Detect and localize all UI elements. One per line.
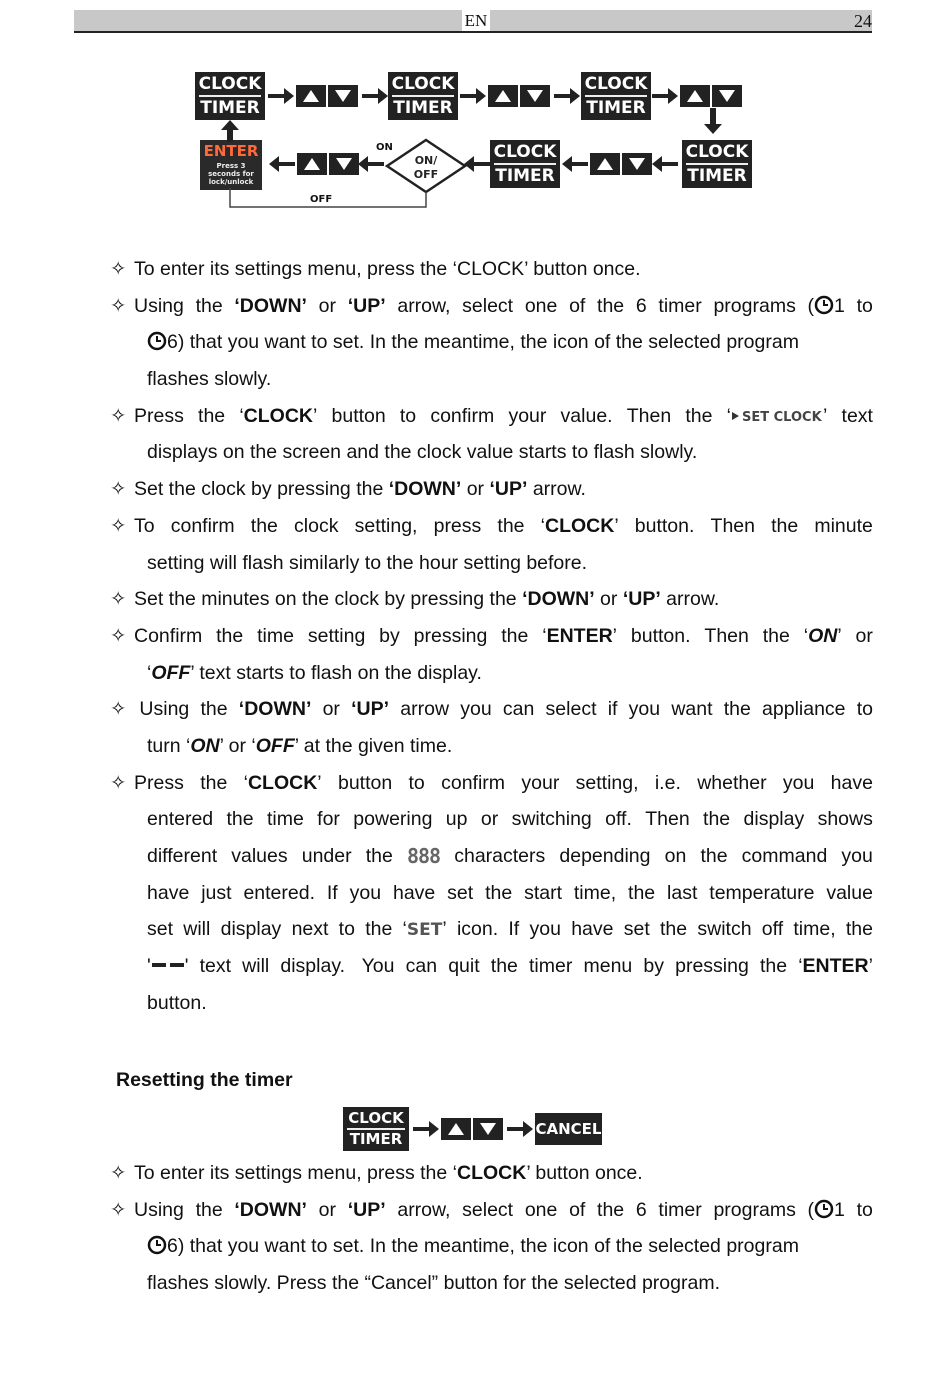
set-display-icon: SET: [406, 920, 443, 941]
clock-timer-key-5: CLOCK TIMER: [490, 140, 560, 188]
clock-timer-key-6: CLOCK TIMER: [343, 1107, 409, 1151]
arrow-down-icon: [703, 108, 723, 134]
arrow-right-icon: [554, 86, 580, 106]
arrow-right-icon: [507, 1119, 533, 1139]
list-item: ✧ Set the clock by pressing the ‘DOWN’ or ‘UP’ arrow.: [110, 478, 586, 501]
clock-program-icon: [814, 295, 834, 315]
svg-text:SET CLOCK: SET CLOCK: [742, 409, 822, 424]
section-heading: Resetting the timer: [116, 1069, 293, 1091]
up-down-keys-4: [590, 153, 660, 175]
list-item: ✧ Set the minutes on the clock by pressing the ‘DOWN’ or ‘UP’ arrow.: [110, 588, 720, 611]
clock-timer-key-3: CLOCK TIMER: [581, 72, 651, 120]
clock-timer-key-2: CLOCK TIMER: [388, 72, 458, 120]
list-item: ✧ Confirm the time setting by pressing the ‘ENTER’ button. Then the ‘ON’ or: [110, 624, 873, 647]
set-clock-display-icon: [731, 408, 823, 424]
on-off-label-2: OFF: [413, 168, 439, 181]
list-item: ✧ To enter its settings menu, press the ‘CLOCK’ button once.: [110, 1162, 643, 1184]
list-item: ✧ Press the ‘CLOCK’ button to confirm your setting, i.e. whether you have: [110, 771, 873, 794]
arrow-left-icon: [562, 154, 588, 174]
arrow-right-icon: [413, 1119, 439, 1139]
dash-dash-display-icon: [151, 960, 185, 970]
instructions-section-2: ✧ To enter its settings menu, press the ‘CLOCK’ button once. ✧ Using the ‘DOWN’ or ‘UP’ arrow, select one of the 6 timer programs ( 1 to 6) that you want to set. In the meantime, the icon of the selected program flashes slowly. Press the “Cancel” button for the selected program.: [110, 1155, 873, 1302]
enter-key: ENTER Press 3 seconds for lock/unlock: [200, 140, 262, 190]
up-down-keys-6: [441, 1118, 511, 1140]
clock-program-icon: [814, 1199, 834, 1219]
list-item: ✧ Using the ‘DOWN’ or ‘UP’ arrow you can select if you want the appliance to: [110, 698, 873, 721]
language-label: EN: [462, 10, 490, 31]
up-down-keys-1: [296, 85, 366, 107]
clock-program-icon: [147, 331, 167, 351]
up-down-keys-2: [488, 85, 558, 107]
on-off-label-1: ON/: [414, 154, 438, 167]
clock-program-icon: [147, 1235, 167, 1255]
page-header: [74, 10, 872, 33]
up-down-keys-3: [680, 85, 750, 107]
arrow-left-icon: [464, 154, 490, 174]
arrow-right-icon: [460, 86, 486, 106]
on-branch-label: ON: [376, 142, 393, 153]
list-item: ✧ To confirm the clock setting, press the ‘CLOCK’ button. Then the minute: [110, 514, 873, 537]
list-item: ✧ Using the ‘DOWN’ or ‘UP’ arrow, select one of the 6 timer programs ( 1 to: [110, 1198, 873, 1221]
cancel-key: CANCEL: [535, 1113, 602, 1145]
arrow-right-icon: [362, 86, 388, 106]
off-branch-label: OFF: [310, 194, 333, 205]
arrow-left-icon: [269, 154, 295, 174]
clock-timer-key-1: CLOCK TIMER: [195, 72, 265, 120]
arrow-up-icon: [220, 120, 240, 142]
instructions-section-1: ✧ To enter its settings menu, press the ‘CLOCK’ button once. ✧ Using the ‘DOWN’ or ‘UP’ arrow, select one of the 6 timer programs ( 1 to 6) that you want to set. In the meantime, the icon of the selected program flashes slowly. ✧ Press the ‘CLOCK’ button to confirm your value. Then the ‘ SET CLOCK ’ text displays on the screen and the clock value starts to flash slowly. ✧ Set the clock by pressing the ‘DOWN’ or ‘UP’ arrow. ✧ To confirm the clock setting, press the ‘CLOCK’ button. Then the minute setting will flash similarly to the hour setting before. ✧ Set the minutes on the clock by pressing the ‘DOWN’ or ‘UP’ arrow. ✧ Confirm the time setting by pressing the ‘ENTER’ button. Then the ‘ON’ or ‘OFF’ text starts to flash on the display. ✧ Using the ‘DOWN’ or ‘UP’ arrow you can select if you want the appliance to turn ‘ON’ or ‘OFF’ at the given time. ✧ Press the ‘CLOCK’ button to confirm your setting, i.e. whether you have entered the time for powering up or switching off. Then the display shows different values under the 888 characters depending on the command you have just entered. If you have set the start time, the last temperature value set will display next to the ‘SET’ icon. If you have set the switch off time, the ' ' text will display. You can quit the timer menu by pressing the ‘ENTER’ button.: [110, 251, 873, 1021]
page-number: 24: [854, 11, 872, 31]
arrow-right-icon: [268, 86, 294, 106]
list-item: ✧ Using the ‘DOWN’ or ‘UP’ arrow, select one of the 6 timer programs ( 1 to: [110, 294, 873, 317]
list-item: ✧ To enter its settings menu, press the ‘CLOCK’ button once.: [110, 258, 641, 280]
arrow-right-icon: [652, 86, 678, 106]
segment-display-888-icon: 888: [406, 844, 441, 868]
clock-timer-key-4: CLOCK TIMER: [682, 140, 752, 188]
list-item: ✧ Press the ‘CLOCK’ button to confirm your value. Then the ‘ SET CLOCK ’ text: [110, 404, 873, 427]
up-down-keys-5: [297, 153, 367, 175]
